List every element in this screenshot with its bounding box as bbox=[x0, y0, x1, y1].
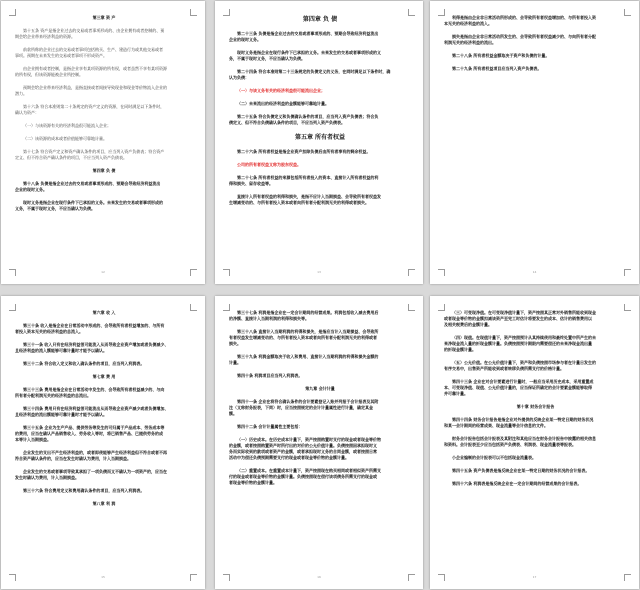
text-line: 预期会给企业带来经济利益，是指直接或者间接导致现金和现金等价物流入企业的 bbox=[23, 85, 167, 90]
text-line: 确认为资产： bbox=[15, 110, 39, 115]
text-line: 第十八条 负债是指企业过去的交易或者事项形成的、预期会导致经济利益流出 bbox=[23, 181, 161, 186]
paragraph-gap bbox=[444, 328, 627, 335]
page-number: 16 bbox=[317, 575, 321, 579]
paragraph-gap bbox=[229, 366, 411, 373]
page-number: 13 bbox=[317, 270, 321, 274]
text-line: 符合资产确认条件的，应当在发生时确认为费用，计入当期损益。 bbox=[15, 456, 131, 461]
paragraph-gap bbox=[15, 316, 193, 323]
paragraph-gap bbox=[15, 481, 193, 488]
text-line: 事项。预期在未来发生的交易或者事项不形成资产。 bbox=[15, 53, 107, 58]
text-line: 者现金等价物的金额计量。 bbox=[229, 480, 277, 485]
text-line: 的折现金额计量。 bbox=[444, 347, 476, 352]
text-line: 第三十四条 费用只有在经济利益很可能流出从而导致企业资产减少或者负债增加、 bbox=[23, 406, 169, 411]
text-line: 并可靠计量。 bbox=[444, 391, 468, 396]
text-line: 和某一会计期间的经营成果、现金流量等会计信息的文件。 bbox=[444, 423, 548, 428]
text-line: 企业的现时义务。 bbox=[15, 187, 47, 192]
paragraph-gap bbox=[15, 129, 193, 136]
paragraph-gap bbox=[444, 27, 627, 34]
text-line: 第二十四条 符合本准则第二十三条规定的负债定义的义务，在同时满足以下条件时，确 bbox=[237, 69, 391, 74]
text-line: 的所有权，但该资源能被企业所控制。 bbox=[15, 72, 83, 77]
document-page-3 bbox=[430, 1, 639, 284]
paragraph-gap bbox=[444, 474, 627, 481]
text-line: 企业发生的支出不产生经济利益的，或者即使能够产生经济利益但不符合或者不再 bbox=[23, 450, 167, 455]
text-line: 义务，不属于现时义务，不应当确认为负债。 bbox=[15, 206, 95, 211]
page-text bbox=[444, 310, 627, 487]
paragraph-gap bbox=[229, 142, 411, 149]
page-text bbox=[15, 310, 193, 507]
paragraph-gap bbox=[15, 462, 193, 469]
text-line: （一）与该义务有关的经济利益很可能流出企业； bbox=[237, 88, 325, 93]
text-line: 及相关税费后的金额计量。 bbox=[444, 322, 492, 327]
text-line: 第三十条 收入是指企业在日常活动中形成的、会导致所有者权益增加的、与所有 bbox=[23, 323, 165, 328]
text-line: 损失是指由企业非日常活动所发生的、会导致所有者权益减少的、与向所有者分配 bbox=[452, 34, 596, 39]
text-line: 期会给企业带来经济利益的资源。 bbox=[15, 34, 75, 39]
text-line: 公司的所有者权益又称为股东权益。 bbox=[237, 162, 301, 167]
text-line: 现时义务是指企业在现行条件下已承担的义务。未来发生的交易或者事项形成的义 bbox=[237, 50, 381, 55]
paragraph-gap bbox=[15, 21, 193, 28]
chapter-heading: 第九章 会计计量 bbox=[305, 386, 335, 391]
paragraph-gap bbox=[15, 78, 193, 85]
text-line: 企业的现时义务。 bbox=[229, 37, 261, 42]
document-page-1 bbox=[1, 1, 205, 284]
paragraph-gap bbox=[15, 418, 193, 425]
paragraph-gap bbox=[229, 94, 411, 101]
paragraph-gap bbox=[229, 155, 411, 162]
page-text bbox=[15, 15, 193, 212]
text-line: 第二十六条 所有者权益是指企业资产扣除负债后由所有者享有的剩余权益。 bbox=[237, 149, 371, 154]
text-line: 第四十二条 会计计量属性主要包括： bbox=[237, 424, 303, 429]
text-line: 第二十八条 所有者权益金额取决于资产和负债的计量。 bbox=[452, 53, 550, 58]
paragraph-gap bbox=[444, 59, 627, 66]
paragraph-gap bbox=[229, 187, 411, 194]
text-line: 活动中为偿还负债预期需要支付的现金或者现金等价物的金额计量。 bbox=[229, 455, 349, 460]
text-line: 第二十三条 负债是指企业过去的交易或者事项形成的、预期会导致经济利益流出 bbox=[237, 31, 379, 36]
text-line: 本等计入当期损益。 bbox=[15, 437, 51, 442]
paragraph-gap bbox=[444, 353, 627, 360]
chapter-heading: 第四章 负 债 bbox=[92, 168, 116, 173]
text-line: 且经济利益的流入额能够可靠计量时才能予以确认。 bbox=[15, 348, 107, 353]
text-line: 第四十五条 资产负债表是指反映企业在某一特定日期的财务状况的会计报表。 bbox=[452, 468, 590, 473]
paragraph-gap bbox=[15, 116, 193, 123]
paragraph-gap bbox=[229, 392, 411, 399]
paragraph-gap bbox=[15, 40, 193, 47]
paragraph-gap bbox=[229, 62, 411, 69]
text-line: （一）历史成本。在历史成本计量下，资产按照购置时支付的现金或者现金等价物 bbox=[237, 437, 381, 442]
paragraph-gap bbox=[15, 142, 193, 149]
text-line: 者投入资本无关的经济利益的总流入。 bbox=[15, 329, 83, 334]
text-line: 第二十九条 所有者权益项目应当列入资产负债表。 bbox=[452, 66, 542, 71]
text-line: 的金额，或者按照购置资产时所付出的对价的公允价值计量。负债按照因承担现时义 bbox=[229, 443, 377, 448]
chapter-heading: 第四章 负 债 bbox=[302, 16, 338, 23]
text-line: 小企业编制的会计报表可以不包括现金流量表。 bbox=[452, 455, 536, 460]
text-line: 第十七条 符合资产定义和资产确认条件的项目，应当列入资产负债表；符合资产 bbox=[23, 149, 165, 154]
paragraph-gap bbox=[229, 430, 411, 437]
text-line: 由企业拥有或者控制，是指企业享有某项资源的所有权，或者虽然不享有某项资源 bbox=[23, 66, 167, 71]
text-line: 第三十六条 符合费用定义和费用确认条件的项目，应当列入利润表。 bbox=[23, 488, 145, 493]
text-line: 第四十条 利润项目应当列入利润表。 bbox=[237, 373, 303, 378]
chapter-heading: 第八章 利 润 bbox=[92, 501, 116, 506]
paragraph-gap bbox=[229, 322, 411, 329]
text-line: 第二十五条 符合负债定义和负债确认条件的项目，应当列入资产负债表；符合负 bbox=[237, 114, 379, 119]
paragraph-gap bbox=[15, 193, 193, 200]
text-line: 务而实际收到的款项或者资产的金额，或者承担现时义务的合同金额，或者按照日常 bbox=[229, 449, 377, 454]
text-line: 定义、但不符合资产确认条件的项目，不应当列入资产负债表。 bbox=[15, 155, 127, 160]
text-line: 额。 bbox=[229, 411, 237, 416]
paragraph-gap bbox=[229, 461, 411, 468]
text-line: 计量。 bbox=[229, 360, 241, 365]
paragraph-gap bbox=[444, 461, 627, 468]
paragraph-gap bbox=[15, 174, 193, 181]
text-line: 有序交易中，出售资产所能收到或者转移负债所需支付的价格计量。 bbox=[444, 366, 564, 371]
page-number: 14 bbox=[532, 270, 537, 274]
text-line: 本、可变现净值、现值、公允价值计量的，应当保证所确定的会计要素金额能够取得 bbox=[444, 385, 592, 390]
text-line: （二）该资源的成本或者价值能够可靠地计量。 bbox=[23, 136, 107, 141]
text-line: 潜力。 bbox=[15, 91, 27, 96]
text-line: 第三十五条 企业为生产产品、提供劳务等发生的可归属于产品成本、劳务成本等 bbox=[23, 425, 165, 430]
text-line: 或者现金等价物的金额扣减该资产至完工时估计将要发生的成本、估计的销售费用以 bbox=[444, 316, 592, 321]
text-line: 第三十一条 收入只有在经济利益很可能流入从而导致企业资产增加或者负债减少、 bbox=[23, 342, 169, 347]
paragraph-gap bbox=[444, 372, 627, 379]
text-line: 第四十一条 企业在将符合确认条件的会计要素登记入账并列报于会计报表及其附 bbox=[237, 399, 379, 404]
text-line: 来净现金流入量的折现金额计量。负债按照预计期限内需要偿还的未来净现金流出量 bbox=[444, 341, 592, 346]
paragraph-gap bbox=[229, 379, 411, 386]
paragraph-gap bbox=[15, 380, 193, 387]
page-number: 17 bbox=[532, 575, 537, 579]
text-line: 第四十四条 财务会计报告是指企业对外提供的反映企业某一特定日期的财务状况 bbox=[452, 417, 594, 422]
text-line: 第四十三条 企业在对会计要素进行计量时，一般应当采用历史成本，采用重置成 bbox=[452, 379, 594, 384]
paragraph-gap bbox=[444, 410, 627, 417]
text-line: 生增减变动的、与所有者投入资本或者向所有者分配利润无关的利得或者损失。 bbox=[229, 200, 369, 205]
text-line: （二）未来流出的经济利益的金额能够可靠地计量。 bbox=[237, 101, 329, 106]
text-line: 利得是指由企业非日常活动所形成的、会导致所有者权益增加的、与所有者投入资 bbox=[452, 15, 596, 20]
paragraph-gap bbox=[15, 367, 193, 374]
text-line: 第十六条 符合本准则第二十条规定的资产定义的资源，在同时满足以下条件时， bbox=[23, 104, 165, 109]
paragraph-gap bbox=[229, 126, 411, 133]
paragraph-gap bbox=[444, 429, 627, 436]
text-line: 付的现金或者现金等价物的金额计量。负债按照现在偿付该项债务所需支付的现金或 bbox=[229, 474, 377, 479]
paragraph-gap bbox=[229, 107, 411, 114]
text-line: 财务会计报告包括会计报表及其附注和其他应当在财务会计报告中披露的相关信息 bbox=[452, 436, 596, 441]
document-page-4 bbox=[1, 296, 205, 589]
text-line: 得和损失、留存收益等。 bbox=[229, 181, 273, 186]
text-line: 且经济利益的流出额能够可靠计量时才能予以确认。 bbox=[15, 412, 107, 417]
text-line: 注（又称财务报表，下同）时，应当按照规定的会计计量属性进行计量，确定其金 bbox=[229, 405, 373, 410]
text-line: 认为负债： bbox=[229, 75, 249, 80]
chapter-heading: 第五章 所有者权益 bbox=[294, 134, 346, 141]
text-line: （五）公允价值。在公允价值计量下，资产和负债按照市场参与者在计量日发生的 bbox=[452, 360, 596, 365]
text-line: 第三十八条 直接计入当期利润的利得和损失，是指应当计入当期损益、会导致所 bbox=[237, 329, 379, 334]
page-number: 12 bbox=[101, 270, 105, 274]
text-line: 的净额、直接计入当期利润的利得和损失等。 bbox=[229, 316, 309, 321]
text-line: 有者权益发生增减变动的、与所有者投入资本或者向所有者分配利润无关的利得或者 bbox=[229, 335, 377, 340]
paragraph-gap bbox=[444, 397, 627, 404]
text-line: 第三十二条 符合收入定义和收入确认条件的项目，应当列入利润表。 bbox=[23, 361, 145, 366]
text-line: 第三十三条 费用是指企业在日常活动中发生的、会导致所有者权益减少的、与向 bbox=[23, 387, 165, 392]
text-line: 的费用，应当在确认产品销售收入、劳务收入等时，将已销售产品、已提供劳务的成 bbox=[15, 431, 163, 436]
text-line: 前款所称的企业过去的交易或者事项包括购买、生产、建造行为或其他交易或者 bbox=[23, 47, 163, 52]
paragraph-gap bbox=[15, 161, 193, 168]
text-line: 第三十九条 利润金额取决于收入和费用、直接计入当期利润的利得和损失金额的 bbox=[237, 354, 379, 359]
paragraph-gap bbox=[229, 81, 411, 88]
paragraph-gap bbox=[15, 354, 193, 361]
document-page-5 bbox=[215, 296, 423, 589]
text-line: 损失。 bbox=[229, 341, 241, 346]
text-line: 发生时确认为费用，计入当期损益。 bbox=[15, 475, 79, 480]
chapter-heading: 第六章 收 入 bbox=[92, 310, 116, 315]
text-line: 企业发生的交易或者事项导致其承担了一项负债而又不确认为一项资产的，应当在 bbox=[23, 469, 167, 474]
text-line: （三）可变现净值。在可变现净值计量下，资产按照其正常对外销售所能收到现金 bbox=[452, 310, 596, 315]
text-line: （四）现值。在现值计量下，资产按照预计从其持续使用和最终处置中所产生的未 bbox=[452, 335, 596, 340]
text-line: 所有者分配利润无关的经济利益的总流出。 bbox=[15, 393, 91, 398]
text-line: 现时义务是指企业在现行条件下已承担的义务。未来发生的交易或者事项形成的 bbox=[23, 200, 163, 205]
text-line: 第十五条 资产是指企业过去的交易或者事项形成的、由企业拥有或者控制的、预 bbox=[23, 28, 165, 33]
text-line: （二）重置成本。在重置成本计量下，资产按照现在购买相同或者相似资产所需支 bbox=[237, 468, 381, 473]
document-page-6 bbox=[430, 296, 639, 589]
text-line: 第三十七条 利润是指企业在一定会计期间的经营成果。利润包括收入减去费用后 bbox=[237, 310, 379, 315]
chapter-heading: 第十章 财务会计报告 bbox=[516, 404, 555, 409]
paragraph-gap bbox=[15, 399, 193, 406]
text-line: 第二十七条 所有者权益的来源包括所有者投入的资本、直接计入所有者权益的利 bbox=[237, 175, 379, 180]
paragraph-gap bbox=[229, 347, 411, 354]
text-line: 本无关的经济利益的流入。 bbox=[444, 21, 492, 26]
page-number: 15 bbox=[101, 575, 105, 579]
chapter-heading: 第三章 资 产 bbox=[92, 15, 116, 20]
paragraph-gap bbox=[229, 24, 411, 31]
paragraph-gap bbox=[444, 46, 627, 53]
chapter-heading: 第七章 费 用 bbox=[92, 374, 116, 379]
page-text bbox=[444, 15, 627, 72]
text-line: （一）与该资源有关的经济利益很可能流入企业； bbox=[23, 123, 111, 128]
page-text bbox=[229, 15, 411, 206]
text-line: 和资料。会计报表至少应当包括资产负债表、利润表、现金流量表等报表。 bbox=[444, 442, 576, 447]
page-text bbox=[229, 310, 411, 486]
text-line: 务，不属于现时义务，不应当确认为负债。 bbox=[229, 56, 305, 61]
paragraph-gap bbox=[229, 43, 411, 50]
text-line: 第四十六条 利润表是指反映企业在一定会计期间的经营成果的会计报表。 bbox=[452, 481, 582, 486]
document-page-2 bbox=[215, 1, 423, 284]
paragraph-gap bbox=[15, 494, 193, 501]
paragraph-gap bbox=[444, 448, 627, 455]
text-line: 利润无关的经济利益的流出。 bbox=[444, 40, 496, 45]
paragraph-gap bbox=[15, 443, 193, 450]
paragraph-gap bbox=[229, 417, 411, 424]
text-line: 债定义、但不符合负债确认条件的项目，不应当列入资产负债表。 bbox=[229, 120, 345, 125]
paragraph-gap bbox=[15, 335, 193, 342]
paragraph-gap bbox=[229, 168, 411, 175]
text-line: 直接计入所有者权益的利得和损失，是指不应计入当期损益、会导致所有者权益发 bbox=[237, 194, 381, 199]
paragraph-gap bbox=[15, 97, 193, 104]
paragraph-gap bbox=[15, 59, 193, 66]
